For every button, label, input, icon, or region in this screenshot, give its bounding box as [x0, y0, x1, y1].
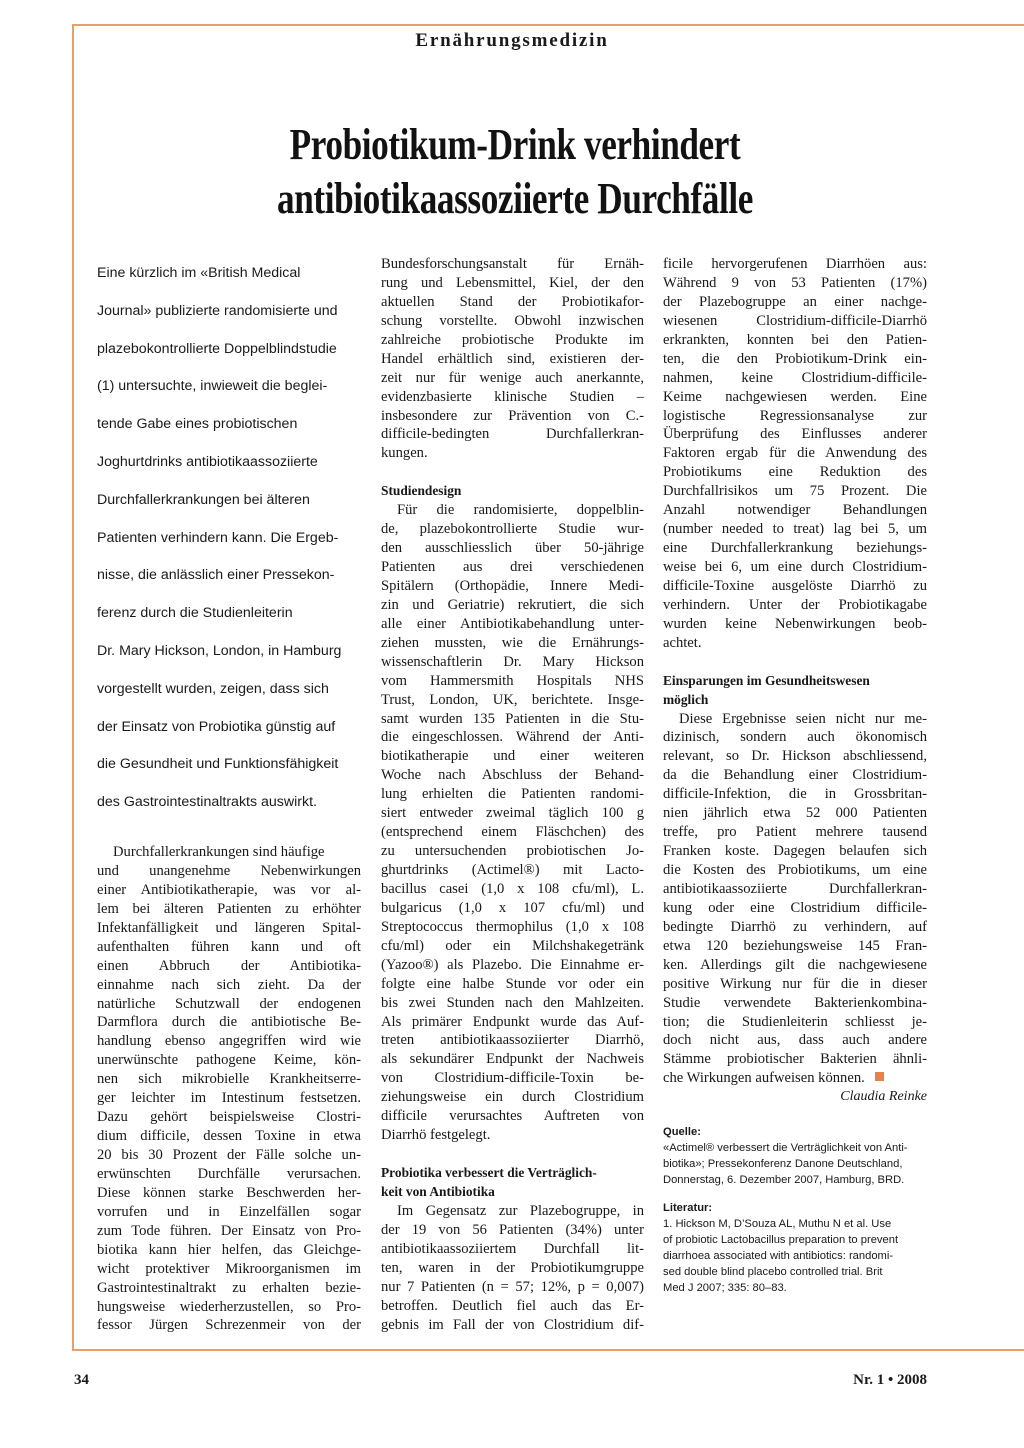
text-line: verhindern. Unter der Probiotikagabe	[663, 596, 927, 613]
page-number: 34	[74, 1372, 89, 1388]
closing-line	[663, 1069, 927, 1088]
text-line: Als primärer Endpunkt wurde das Auf-	[381, 1013, 644, 1030]
section-heading: Studiendesign	[381, 483, 462, 499]
text-line: rung und Lebensmittel, Kiel, der den	[381, 274, 644, 291]
column-1	[97, 843, 361, 1335]
text-line: ger leichter im Intestinum festsetzen.	[97, 1090, 361, 1107]
text-line: 20 bis 30 Prozent der Fälle solche un-	[97, 1147, 361, 1163]
text-line: nien jährlich etwa 52 000 Patienten	[663, 805, 927, 822]
literature-line: 1. Hickson M, D’Souza AL, Muthu N et al. Use	[663, 1218, 892, 1230]
literature-block	[663, 1200, 927, 1296]
text-line: vom Hammersmith Hospitals NHS	[381, 672, 644, 689]
text-line: erkrankten, konnten bei den Patien-	[663, 331, 927, 348]
source-heading: Quelle:	[663, 1126, 701, 1138]
title-line-2: antibiotikaassoziierte Durchfälle	[277, 174, 753, 223]
text-line: achtet.	[663, 634, 702, 651]
text-line: Im Gegensatz zur Plazebogruppe, in	[397, 1202, 644, 1219]
section-label: Ernährungsmedizin	[415, 30, 609, 51]
text-line: biotikatherapie und einer weiteren	[381, 748, 644, 765]
source-line: biotika»; Pressekonferenz Danone Deutschland,	[663, 1158, 903, 1170]
text-line: (number needed to treat) lag bei 5, um	[663, 521, 927, 538]
lead-line: (1) untersuchte, inwieweit die beglei-	[97, 378, 328, 395]
text-line: gebnis im Fall der von Clostridium dif-	[381, 1316, 644, 1333]
text-line: erwünschten Durchfälle verursachen.	[97, 1165, 361, 1182]
text-line: einer Antibiotikatherapie, was vor al-	[97, 881, 361, 898]
text-line: Patienten aus drei verschiedenen	[381, 559, 644, 575]
text-line: Dazu gehört beispielsweise Clostri-	[97, 1109, 361, 1126]
text-line: folgte eine halbe Stunde vor oder ein	[381, 975, 644, 992]
text-line: zahlreiche probiotische Produkte im	[381, 331, 644, 348]
text-line: positive Wirkung nur für die in dieser	[663, 975, 927, 992]
text-line: Woche nach Abschluss der Behand-	[381, 767, 644, 784]
text-line: Franken koste. Dagegen belaufen sich	[663, 843, 927, 860]
text-line: der 19 von 56 Patienten (34%) unter	[381, 1221, 644, 1238]
text-line: (Yazoo®) als Plazebo. Die Einnahme er-	[381, 956, 644, 973]
text-line: den ausschliesslich über 50-jährige	[381, 540, 644, 557]
text-line: bacillus casei (1,0 x 108 cfu/ml), L.	[381, 880, 644, 897]
text-line: Bundesforschungsanstalt für Ernäh-	[381, 256, 644, 272]
column-2	[381, 255, 644, 1334]
text-line: dium difficile, dessen Toxine in etwa	[97, 1128, 361, 1145]
text-line: bedingte Diarrhö zu verhindern, auf	[663, 918, 927, 935]
text-line: samt wurden 135 Patienten in die Stu-	[381, 710, 644, 727]
lead-line: vorgestellt wurden, zeigen, dass sich	[97, 680, 329, 697]
source-line: «Actimel® verbessert die Verträglichkeit von Anti-	[663, 1142, 908, 1154]
text-line: siert entweder zweimal täglich 100 g	[381, 805, 644, 822]
text-line: ziehen mussten, wie die Ernährungs-	[381, 634, 644, 651]
text-line: tion; die Studienleiterin schliesst je-	[663, 1013, 927, 1030]
text-line: biotika kann hier helfen, das Gleichge-	[97, 1241, 361, 1258]
text-line: Gastrointestinaltrakt zu erhalten bezie-	[97, 1279, 361, 1296]
text-line: difficile-bedingten Durchfallerkran-	[381, 426, 644, 443]
text-line: zum Tode führen. Der Einsatz von Pro-	[97, 1222, 361, 1239]
text-line: vorrufen und in Einzelfällen sogar	[97, 1203, 361, 1220]
literature-line: Med J 2007; 335: 80–83.	[663, 1282, 787, 1294]
text-line: Diese Ergebnisse seien nicht nur me-	[679, 710, 927, 727]
text-line: bis zwei Stunden nach den Mahlzeiten.	[381, 994, 644, 1011]
text-line: treten antibiotikaassoziierter Diarrhö,	[381, 1032, 644, 1049]
text-line: der Plazebogruppe an einer nachge-	[663, 293, 927, 310]
text-line: wiesenen Clostridium-difficile-Diarrhö	[663, 312, 927, 329]
text-line: einnahme nach sich zieht. Da der	[97, 976, 361, 993]
text-line: einen Abbruch der Antibiotika-	[97, 957, 361, 974]
literature-line: of probiotic Lactobacillus preparation to prevent	[663, 1234, 899, 1246]
text-line: und unangenehme Nebenwirkungen	[97, 862, 361, 879]
text-line: Handel erhältlich sind, existieren der-	[381, 350, 644, 367]
text-line: insbesondere zur Prävention von C.-	[381, 407, 644, 424]
text-line: Studie verwendete Bakterienkombina-	[663, 994, 927, 1011]
lead-line: Eine kürzlich im «British Medical	[97, 265, 301, 281]
text-line: Faktoren ergab für die Anwendung des	[663, 445, 927, 462]
paragraph-gap	[381, 1145, 644, 1164]
lead-line: Journal» publizierte randomisierte und	[97, 302, 338, 319]
text-line: Streptococcus thermophilus (1,0 x 108	[381, 918, 644, 935]
lead-line: Patienten verhindern kann. Die Ergeb-	[97, 529, 339, 546]
text-line: ken. Allerdings gilt die nachgewiesene	[663, 956, 927, 973]
lead-line: Joghurtdrinks antibiotikaassoziierte	[97, 453, 318, 470]
text-line: von Clostridium-difficile-Toxin be-	[381, 1070, 644, 1087]
text-line: Diese können starke Beschwerden her-	[97, 1184, 361, 1201]
text-line: Für die randomisierte, doppelblin-	[397, 502, 644, 519]
text-line: weise bei 6, um eine durch Clostridium-	[663, 559, 927, 575]
lead-line: Durchfallerkrankungen bei älteren	[97, 491, 310, 508]
article-title	[167, 118, 863, 226]
lead-line: der Einsatz von Probiotika günstig auf	[97, 718, 336, 735]
text-line: evidenzbasierte klinische Studien –	[381, 388, 644, 405]
literature-line: diarrhoea associated with antibiotics: randomi-	[663, 1250, 894, 1262]
paragraph-gap	[381, 463, 644, 482]
text-line: de, plazebokontrollierte Studie wur-	[381, 521, 644, 538]
text-line: eine Durchfallerkrankung beziehungs-	[663, 540, 927, 557]
text-line: Infektanfälligkeit und längeren Spital-	[97, 919, 361, 936]
text-line: Stämme probiotischer Bakterien ähnli-	[663, 1051, 927, 1068]
lead-line: des Gastrointestinaltrakts auswirkt.	[97, 794, 317, 811]
text-line: dizinisch, sondern auch ökonomisch	[663, 729, 927, 746]
text-line: nur 7 Patienten (n = 57; 12%, p = 0,007)	[381, 1278, 644, 1295]
issue-number: Nr. 1 • 2008	[853, 1372, 927, 1388]
text-line: Keime nachgewiesen werden. Eine	[663, 388, 927, 405]
text-line: die eingeschlossen. Während der Anti-	[381, 729, 644, 746]
text-line: doch nicht aus, dass auch andere	[663, 1032, 927, 1049]
lead-line: plazebokontrollierte Doppelblindstudie	[97, 340, 337, 357]
text-line: Trust, London, UK, berichtete. Insge-	[381, 691, 644, 708]
text-line: Spitälern (Orthopädie, Innere Medi-	[381, 577, 644, 594]
text-line: nahmen, keine Clostridium-difficile-	[663, 369, 927, 386]
text-line: aufenthalten führen kann und oft	[97, 938, 361, 955]
literature-heading: Literatur:	[663, 1202, 713, 1214]
lead-line: Dr. Mary Hickson, London, in Hamburg	[97, 642, 342, 659]
literature-line: sed double blind placebo controlled trial. Brit	[663, 1266, 883, 1278]
lead-line: tende Gabe eines probiotischen	[97, 416, 298, 433]
text-line: lung erhielten die Patienten randomi-	[381, 786, 644, 803]
text-line: wissenschaftlerin Dr. Mary Hickson	[381, 653, 644, 670]
text-line: ten, waren in der Probiotikumgruppe	[381, 1259, 644, 1276]
text-line: kung oder eine Clostridium difficile-	[663, 899, 927, 916]
text-line: treffe, pro Patient mehrere tausend	[663, 824, 927, 841]
text-line: aktuellen Stand der Probiotikafor-	[381, 293, 644, 310]
lead-line: nisse, die anlässlich einer Pressekon-	[97, 567, 335, 584]
source-block	[663, 1124, 927, 1188]
section-heading: Probiotika verbessert die Verträglich-	[381, 1165, 597, 1180]
text-line: Darmflora durch die antibiotische Be-	[97, 1014, 361, 1031]
text-line: ficile hervorgerufenen Diarrhöen aus:	[663, 256, 927, 272]
author-name: Claudia Reinke	[840, 1089, 927, 1105]
text-line: antibiotikaassoziierte Durchfallerkran-	[663, 880, 927, 897]
text-line: die Kosten des Probiotikums, um eine	[663, 862, 927, 878]
text-line: handlung ebenso angegriffen wird wie	[97, 1033, 361, 1050]
text-line: wicht protektiver Mikroorganismen im	[97, 1260, 361, 1277]
text-line: schung vorstellte. Obwohl inzwischen	[381, 312, 644, 329]
text-line: Diarrhö festgelegt.	[381, 1127, 491, 1144]
text-line: relevant, so Dr. Hickson abschliessend,	[663, 748, 927, 765]
text-line: logistische Regressionsanalyse zur	[663, 407, 927, 424]
text-line: Während 9 von 53 Patienten (17%)	[663, 274, 927, 291]
text-line: kungen.	[381, 445, 428, 462]
column-3	[663, 255, 927, 1107]
text-line: betroffen. Deutlich fiel auch das Er-	[381, 1297, 644, 1314]
text-line: difficile-Infektion, die in Grossbritan-	[663, 786, 927, 803]
lead-line: die Gesundheit und Funktionsfähigkeit	[97, 756, 339, 773]
text-line: zu untersuchenden probiotischen Jo-	[381, 843, 644, 860]
text-line: nen sich mikrobielle Krankheitserre-	[97, 1071, 361, 1088]
text-line: hungsweise wiederherzustellen, so Pro-	[97, 1298, 361, 1315]
text-line: (entsprechend einem Fläschchen) des	[381, 824, 644, 841]
text-line: Durchfallrisikos um 75 Prozent. Die	[663, 483, 927, 500]
text-line: unerwünschte pathogene Keime, kön-	[97, 1052, 361, 1069]
text-line: Probiotikums eine Reduktion des	[663, 464, 927, 481]
lead-line: ferenz durch die Studienleiterin	[97, 605, 293, 622]
text-line: natürliche Schutzwall der endogenen	[97, 995, 361, 1012]
title-line-1: Probiotikum-Drink verhindert	[289, 120, 741, 169]
text-line: antibiotikaassoziiertem Durchfall lit-	[381, 1240, 644, 1257]
paragraph-gap	[663, 653, 927, 672]
text-line: ziehungsweise ein durch Clostridium	[381, 1089, 644, 1106]
text-line: ghurtdrinks (Actimel®) mit Lacto-	[381, 862, 644, 878]
text-line: fessor Jürgen Schrezenmeir von der	[97, 1317, 361, 1334]
text-line: difficile verursachtes Auftreten von	[381, 1108, 644, 1125]
text-line: etwa 120 beziehungsweise 145 Fran-	[663, 937, 927, 954]
lead-paragraph	[97, 255, 367, 822]
section-heading: möglich	[663, 691, 709, 707]
section-heading: keit von Antibiotika	[381, 1183, 495, 1199]
text-line: da die Behandlung einer Clostridium-	[663, 767, 927, 784]
section-heading: Einsparungen im Gesundheitswesen	[663, 672, 870, 688]
text-line: alle einer Antibiotikabehandlung unter-	[381, 615, 644, 632]
text-line: cfu/ml) oder ein Milchshakegetränk	[381, 937, 644, 954]
text-line: Durchfallerkrankungen sind häufige	[113, 844, 325, 860]
text-line: ten, die den Probiotikum-Drink ein-	[663, 350, 927, 367]
text-line: wurden keine Nebenwirkungen beob-	[663, 615, 927, 632]
source-line: Donnerstag, 6. Dezember 2007, Hamburg, BRD.	[663, 1174, 905, 1186]
end-of-article-mark	[875, 1072, 884, 1081]
text-line: bulgaricus (1,0 x 107 cfu/ml) und	[381, 899, 644, 916]
text-line: lem bei älteren Patienten zu erhöhter	[97, 900, 361, 917]
text-line: Anzahl notwendiger Behandlungen	[663, 502, 927, 519]
text-line: zin und Geriatrie) rekrutiert, die sich	[381, 596, 644, 613]
text-line: als sekundärer Endpunkt der Nachweis	[381, 1051, 644, 1068]
text-line: che Wirkungen aufweisen können.	[663, 1070, 865, 1087]
text-line: difficile-Toxine ausgelöste Diarrhö zu	[663, 577, 927, 594]
text-line: Überprüfung des Einflusses anderer	[663, 426, 927, 443]
text-line: zeit nur für wenige auch anerkannte,	[381, 369, 644, 386]
